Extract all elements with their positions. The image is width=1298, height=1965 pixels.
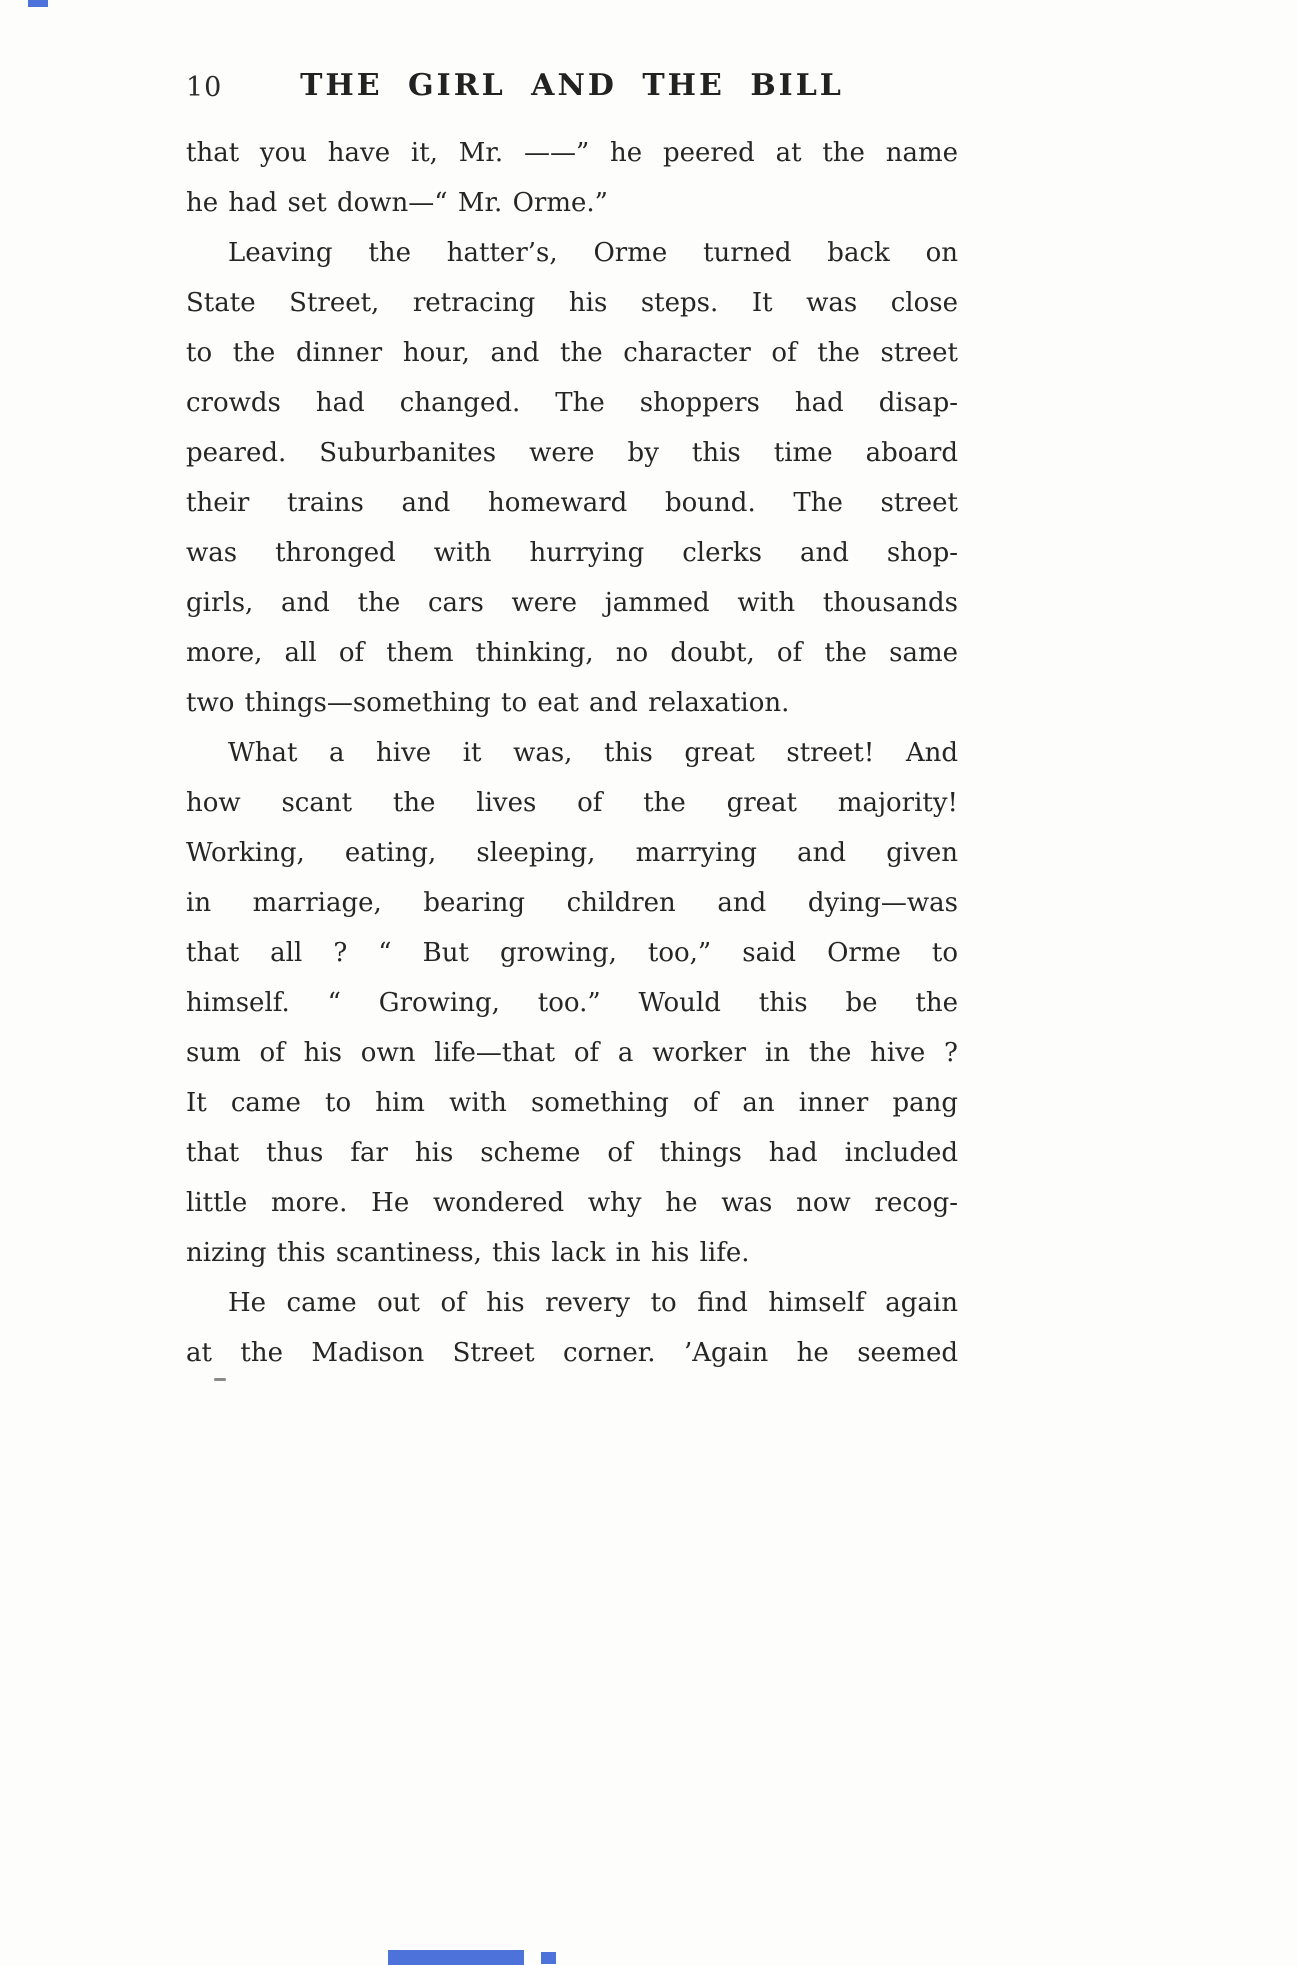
text-line: to the dinner hour, and the character of the street [186, 338, 958, 368]
text-line: himself. “ Growing, too.” Would this be the [186, 988, 958, 1018]
scan-artifact-top [28, 0, 48, 7]
text-line: peared. Suburbanites were by this time aboard [186, 438, 958, 468]
text-line: What a hive it was, this great street! And [228, 738, 958, 768]
text-line: in marriage, bearing children and dying—was [186, 888, 958, 918]
scan-artifact-bottom-short [541, 1952, 556, 1964]
page-body [186, 128, 958, 1378]
text-line: at the Madison Street corner. ’Again he seemed [186, 1338, 958, 1368]
text-line: nizing this scantiness, this lack in his life. [186, 1238, 750, 1268]
text-line: sum of his own life—that of a worker in the hive ? [186, 1038, 958, 1068]
text-line: It came to him with something of an inner pang [186, 1088, 958, 1118]
text-line: State Street, retracing his steps. It was close [186, 288, 958, 318]
text-line: more, all of them thinking, no doubt, of the same [186, 638, 958, 668]
text-line: Working, eating, sleeping, marrying and given [186, 838, 958, 868]
scan-artifact-bottom-long [388, 1950, 524, 1965]
text-line: that thus far his scheme of things had included [186, 1138, 958, 1168]
text-line: He came out of his revery to find himself again [228, 1288, 958, 1318]
text-line: he had set down—“ Mr. Orme.” [186, 188, 608, 218]
text-line: crowds had changed. The shoppers had disap- [186, 388, 958, 418]
text-line: girls, and the cars were jammed with thousands [186, 588, 958, 618]
text-line: how scant the lives of the great majority! [186, 788, 958, 818]
page-title: THE GIRL AND THE BILL [300, 68, 844, 103]
text-line: their trains and homeward bound. The street [186, 488, 958, 518]
page-header [186, 68, 958, 112]
text-line: little more. He wondered why he was now recog- [186, 1188, 958, 1218]
text-line: two things—something to eat and relaxation. [186, 688, 790, 718]
text-line: that you have it, Mr. ——” he peered at the name [186, 138, 958, 168]
text-line: Leaving the hatter’s, Orme turned back on [228, 238, 958, 268]
page-number: 10 [186, 72, 223, 103]
scan-speck [214, 1378, 226, 1381]
text-line: that all ? “ But growing, too,” said Orme to [186, 938, 958, 968]
text-line: was thronged with hurrying clerks and shop- [186, 538, 958, 568]
